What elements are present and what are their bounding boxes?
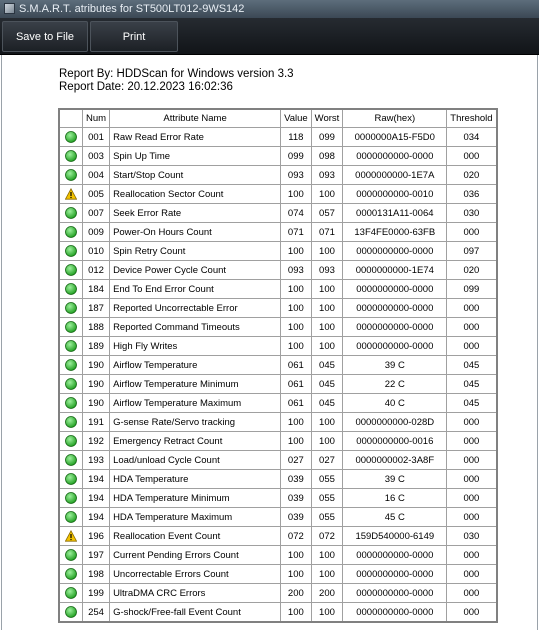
- attribute-value: 072: [281, 527, 312, 546]
- table-row: [59, 394, 497, 413]
- attribute-name: HDA Temperature Minimum: [110, 489, 281, 508]
- attribute-threshold: 045: [447, 375, 497, 394]
- attribute-name: Uncorrectable Errors Count: [110, 565, 281, 584]
- attribute-value: 074: [281, 204, 312, 223]
- status-cell: [59, 451, 83, 470]
- attribute-worst: 093: [311, 166, 343, 185]
- status-ok-icon: [65, 587, 77, 599]
- attribute-threshold: 000: [447, 223, 497, 242]
- status-ok-icon: [65, 264, 77, 276]
- attribute-name: Spin Up Time: [110, 147, 281, 166]
- attribute-threshold: 000: [447, 299, 497, 318]
- attribute-raw: 0000000000-0000: [343, 147, 447, 166]
- attribute-name: Reported Uncorrectable Error: [110, 299, 281, 318]
- attribute-num: 188: [83, 318, 110, 337]
- attribute-threshold: 000: [447, 147, 497, 166]
- table-row: [59, 451, 497, 470]
- smart-attributes-table: [58, 108, 498, 623]
- attribute-threshold: 097: [447, 242, 497, 261]
- status-cell: [59, 204, 83, 223]
- attribute-threshold: 000: [447, 432, 497, 451]
- attribute-worst: 055: [311, 508, 343, 527]
- status-ok-icon: [65, 226, 77, 238]
- status-ok-icon: [65, 169, 77, 181]
- attribute-num: 004: [83, 166, 110, 185]
- attribute-threshold: 000: [447, 413, 497, 432]
- attribute-value: 093: [281, 261, 312, 280]
- attribute-name: Reported Command Timeouts: [110, 318, 281, 337]
- status-ok-icon: [65, 131, 77, 143]
- attribute-worst: 045: [311, 375, 343, 394]
- table-row: [59, 603, 497, 623]
- attribute-worst: 100: [311, 565, 343, 584]
- attribute-raw: 0000000000-0010: [343, 185, 447, 204]
- attribute-value: 039: [281, 470, 312, 489]
- attribute-num: 010: [83, 242, 110, 261]
- attribute-num: 012: [83, 261, 110, 280]
- attribute-raw: 0000000000-1E74: [343, 261, 447, 280]
- status-cell: [59, 147, 83, 166]
- status-cell: [59, 546, 83, 565]
- warning-icon: [65, 530, 77, 542]
- attribute-raw: 0000000000-028D: [343, 413, 447, 432]
- attribute-threshold: 000: [447, 508, 497, 527]
- report-by: Report By: HDDScan for Windows version 3.3: [59, 68, 294, 80]
- status-ok-icon: [65, 397, 77, 409]
- attribute-worst: 055: [311, 489, 343, 508]
- attribute-threshold: 000: [447, 470, 497, 489]
- attribute-num: 009: [83, 223, 110, 242]
- attribute-threshold: 000: [447, 565, 497, 584]
- attribute-value: 100: [281, 432, 312, 451]
- attribute-worst: 100: [311, 546, 343, 565]
- report-date: Report Date: 20.12.2023 16:02:36: [59, 81, 233, 93]
- attribute-raw: 13F4FE0000-63FB: [343, 223, 447, 242]
- attribute-num: 194: [83, 489, 110, 508]
- attribute-num: 184: [83, 280, 110, 299]
- status-cell: [59, 223, 83, 242]
- status-ok-icon: [65, 340, 77, 352]
- status-cell: [59, 470, 83, 489]
- attribute-threshold: 020: [447, 261, 497, 280]
- table-row: [59, 204, 497, 223]
- attribute-name: G-sense Rate/Servo tracking: [110, 413, 281, 432]
- table-row: [59, 318, 497, 337]
- title-bar: [0, 0, 539, 18]
- status-ok-icon: [65, 606, 77, 618]
- status-cell: [59, 280, 83, 299]
- attribute-num: 197: [83, 546, 110, 565]
- attribute-num: 003: [83, 147, 110, 166]
- table-row: [59, 280, 497, 299]
- attribute-name: Emergency Retract Count: [110, 432, 281, 451]
- status-ok-icon: [65, 283, 77, 295]
- attribute-raw: 0000000A15-F5D0: [343, 128, 447, 147]
- attribute-raw: 40 C: [343, 394, 447, 413]
- attribute-raw: 0000000000-0000: [343, 603, 447, 623]
- attribute-worst: 100: [311, 413, 343, 432]
- attribute-num: 007: [83, 204, 110, 223]
- status-ok-icon: [65, 454, 77, 466]
- attribute-raw: 0000000000-0000: [343, 546, 447, 565]
- attribute-value: 061: [281, 375, 312, 394]
- warning-icon: [65, 188, 77, 200]
- attribute-threshold: 000: [447, 451, 497, 470]
- status-ok-icon: [65, 492, 77, 504]
- attribute-value: 100: [281, 546, 312, 565]
- status-ok-icon: [65, 359, 77, 371]
- attribute-name: Raw Read Error Rate: [110, 128, 281, 147]
- attribute-value: 061: [281, 394, 312, 413]
- attribute-num: 005: [83, 185, 110, 204]
- report-header: [59, 68, 294, 94]
- attribute-value: 100: [281, 413, 312, 432]
- status-ok-icon: [65, 416, 77, 428]
- attribute-raw: 0000000000-0000: [343, 565, 447, 584]
- attribute-name: HDA Temperature: [110, 470, 281, 489]
- app-icon[interactable]: [4, 3, 15, 14]
- attribute-num: 190: [83, 375, 110, 394]
- attribute-threshold: 030: [447, 204, 497, 223]
- attribute-worst: 100: [311, 280, 343, 299]
- status-ok-icon: [65, 511, 77, 523]
- attribute-name: HDA Temperature Maximum: [110, 508, 281, 527]
- attribute-threshold: 036: [447, 185, 497, 204]
- attribute-raw: 45 C: [343, 508, 447, 527]
- attribute-num: 198: [83, 565, 110, 584]
- table-row: [59, 185, 497, 204]
- table-row: [59, 546, 497, 565]
- attribute-value: 100: [281, 337, 312, 356]
- status-cell: [59, 375, 83, 394]
- attribute-threshold: 000: [447, 546, 497, 565]
- attribute-threshold: 045: [447, 356, 497, 375]
- attribute-name: Seek Error Rate: [110, 204, 281, 223]
- table-row: [59, 375, 497, 394]
- attribute-raw: 0000000000-0016: [343, 432, 447, 451]
- attribute-worst: 072: [311, 527, 343, 546]
- attribute-worst: 098: [311, 147, 343, 166]
- attribute-worst: 045: [311, 394, 343, 413]
- attribute-value: 200: [281, 584, 312, 603]
- table-row: [59, 584, 497, 603]
- attribute-raw: 0000000002-3A8F: [343, 451, 447, 470]
- attribute-num: 196: [83, 527, 110, 546]
- attribute-name: Start/Stop Count: [110, 166, 281, 185]
- status-cell: [59, 565, 83, 584]
- column-header-value: Value: [281, 109, 312, 128]
- attribute-worst: 093: [311, 261, 343, 280]
- attribute-num: 194: [83, 508, 110, 527]
- attribute-raw: 159D540000-6149: [343, 527, 447, 546]
- status-ok-icon: [65, 150, 77, 162]
- status-cell: [59, 432, 83, 451]
- attribute-worst: 057: [311, 204, 343, 223]
- attribute-threshold: 000: [447, 603, 497, 623]
- status-ok-icon: [65, 302, 77, 314]
- attribute-threshold: 000: [447, 489, 497, 508]
- attribute-value: 100: [281, 242, 312, 261]
- attribute-worst: 071: [311, 223, 343, 242]
- attribute-worst: 099: [311, 128, 343, 147]
- attribute-name: Device Power Cycle Count: [110, 261, 281, 280]
- attribute-raw: 0000000000-1E7A: [343, 166, 447, 185]
- status-cell: [59, 242, 83, 261]
- attribute-raw: 16 C: [343, 489, 447, 508]
- table-row: [59, 527, 497, 546]
- column-header-raw: Raw(hex): [343, 109, 447, 128]
- attribute-num: 190: [83, 394, 110, 413]
- table-row: [59, 128, 497, 147]
- attribute-name: Reallocation Sector Count: [110, 185, 281, 204]
- attribute-raw: 0000000000-0000: [343, 280, 447, 299]
- attribute-num: 189: [83, 337, 110, 356]
- status-cell: [59, 394, 83, 413]
- column-header-status: [59, 109, 83, 128]
- attribute-num: 194: [83, 470, 110, 489]
- status-cell: [59, 489, 83, 508]
- attribute-value: 039: [281, 508, 312, 527]
- table-header-row: [59, 109, 497, 128]
- print-button[interactable]: Print: [90, 21, 178, 52]
- attribute-raw: 0000000000-0000: [343, 318, 447, 337]
- attribute-name: Power-On Hours Count: [110, 223, 281, 242]
- attribute-name: G-shock/Free-fall Event Count: [110, 603, 281, 623]
- attribute-worst: 100: [311, 337, 343, 356]
- attribute-value: 100: [281, 185, 312, 204]
- attribute-name: Load/unload Cycle Count: [110, 451, 281, 470]
- attribute-value: 061: [281, 356, 312, 375]
- attribute-name: Reallocation Event Count: [110, 527, 281, 546]
- table-row: [59, 470, 497, 489]
- attribute-worst: 027: [311, 451, 343, 470]
- status-cell: [59, 527, 83, 546]
- attribute-worst: 200: [311, 584, 343, 603]
- attribute-num: 001: [83, 128, 110, 147]
- attribute-raw: 0000000000-0000: [343, 299, 447, 318]
- attribute-value: 100: [281, 603, 312, 623]
- status-cell: [59, 299, 83, 318]
- attribute-num: 190: [83, 356, 110, 375]
- attribute-threshold: 030: [447, 527, 497, 546]
- status-ok-icon: [65, 473, 77, 485]
- attribute-value: 100: [281, 280, 312, 299]
- status-ok-icon: [65, 378, 77, 390]
- attribute-threshold: 045: [447, 394, 497, 413]
- table-row: [59, 242, 497, 261]
- attribute-name: Airflow Temperature Maximum: [110, 394, 281, 413]
- save-to-file-button[interactable]: Save to File: [2, 21, 88, 52]
- table-row: [59, 508, 497, 527]
- attribute-name: Spin Retry Count: [110, 242, 281, 261]
- status-cell: [59, 261, 83, 280]
- table-row: [59, 337, 497, 356]
- attribute-name: Current Pending Errors Count: [110, 546, 281, 565]
- table-row: [59, 166, 497, 185]
- attribute-value: 118: [281, 128, 312, 147]
- attribute-num: 193: [83, 451, 110, 470]
- table-row: [59, 489, 497, 508]
- attribute-value: 027: [281, 451, 312, 470]
- attribute-worst: 100: [311, 603, 343, 623]
- attribute-value: 093: [281, 166, 312, 185]
- attribute-value: 100: [281, 565, 312, 584]
- table-row: [59, 147, 497, 166]
- status-cell: [59, 318, 83, 337]
- table-row: [59, 223, 497, 242]
- status-cell: [59, 337, 83, 356]
- attribute-num: 199: [83, 584, 110, 603]
- attribute-worst: 100: [311, 299, 343, 318]
- attribute-value: 099: [281, 147, 312, 166]
- attribute-threshold: 099: [447, 280, 497, 299]
- attribute-name: Airflow Temperature: [110, 356, 281, 375]
- status-ok-icon: [65, 321, 77, 333]
- status-cell: [59, 413, 83, 432]
- attribute-raw: 39 C: [343, 470, 447, 489]
- table-row: [59, 413, 497, 432]
- attribute-name: UltraDMA CRC Errors: [110, 584, 281, 603]
- attribute-num: 254: [83, 603, 110, 623]
- attribute-value: 100: [281, 299, 312, 318]
- attribute-threshold: 020: [447, 166, 497, 185]
- attribute-name: End To End Error Count: [110, 280, 281, 299]
- attribute-worst: 100: [311, 432, 343, 451]
- status-ok-icon: [65, 549, 77, 561]
- attribute-raw: 0000131A11-0064: [343, 204, 447, 223]
- status-cell: [59, 128, 83, 147]
- table-row: [59, 261, 497, 280]
- status-cell: [59, 166, 83, 185]
- attribute-worst: 100: [311, 242, 343, 261]
- table-row: [59, 432, 497, 451]
- table-row: [59, 356, 497, 375]
- status-cell: [59, 584, 83, 603]
- status-ok-icon: [65, 245, 77, 257]
- attribute-threshold: 000: [447, 337, 497, 356]
- status-ok-icon: [65, 568, 77, 580]
- toolbar: [0, 18, 539, 55]
- table-row: [59, 565, 497, 584]
- attribute-raw: 0000000000-0000: [343, 337, 447, 356]
- attribute-threshold: 000: [447, 318, 497, 337]
- attribute-num: 192: [83, 432, 110, 451]
- attribute-raw: 22 C: [343, 375, 447, 394]
- attribute-raw: 0000000000-0000: [343, 242, 447, 261]
- status-cell: [59, 508, 83, 527]
- attribute-threshold: 000: [447, 584, 497, 603]
- attribute-threshold: 034: [447, 128, 497, 147]
- column-header-num: Num: [83, 109, 110, 128]
- attribute-value: 100: [281, 318, 312, 337]
- attribute-worst: 100: [311, 318, 343, 337]
- status-cell: [59, 185, 83, 204]
- status-cell: [59, 603, 83, 623]
- table-row: [59, 299, 497, 318]
- attribute-name: High Fly Writes: [110, 337, 281, 356]
- column-header-attribute-name: Attribute Name: [110, 109, 281, 128]
- attribute-worst: 055: [311, 470, 343, 489]
- attribute-num: 187: [83, 299, 110, 318]
- attribute-worst: 100: [311, 185, 343, 204]
- attribute-raw: 39 C: [343, 356, 447, 375]
- window-title: S.M.A.R.T. atributes for ST500LT012-9WS142: [19, 3, 245, 15]
- column-header-threshold: Threshold: [447, 109, 497, 128]
- attribute-num: 191: [83, 413, 110, 432]
- attribute-worst: 045: [311, 356, 343, 375]
- attribute-raw: 0000000000-0000: [343, 584, 447, 603]
- attribute-value: 039: [281, 489, 312, 508]
- status-ok-icon: [65, 207, 77, 219]
- attribute-value: 071: [281, 223, 312, 242]
- status-cell: [59, 356, 83, 375]
- column-header-worst: Worst: [311, 109, 343, 128]
- status-ok-icon: [65, 435, 77, 447]
- attribute-name: Airflow Temperature Minimum: [110, 375, 281, 394]
